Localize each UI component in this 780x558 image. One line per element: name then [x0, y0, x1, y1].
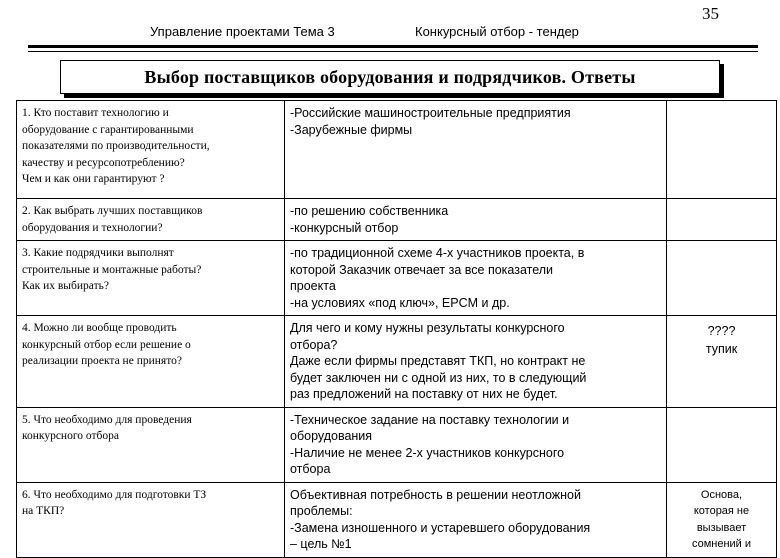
question-line: 5. Что необходимо для проведения — [22, 413, 192, 426]
question-line: оборудования и технологии? — [22, 221, 163, 234]
qa-table — [16, 100, 777, 558]
qa-table-body — [17, 101, 777, 558]
answer-cell — [285, 101, 667, 199]
question-line: 6. Что необходимо для подготовки ТЗ — [22, 488, 207, 501]
table-row — [17, 407, 777, 482]
answer-line: проблемы: — [290, 504, 353, 518]
note-line: сомнений и — [691, 538, 752, 550]
question-line: Чем и как они гарантируют ? — [22, 173, 165, 185]
question-line: реализации проекта не принято? — [22, 355, 182, 367]
question-line: конкурсного отбора — [22, 430, 119, 442]
note-cell — [667, 101, 777, 199]
question-line: оборудование с гарантированными — [22, 123, 194, 136]
note-cell — [667, 199, 777, 241]
question-line: 1. Кто поставит технологию и — [22, 107, 169, 119]
answer-line: – цель №1 — [290, 537, 352, 551]
note-line: ???? — [707, 324, 736, 338]
answer-cell — [285, 241, 667, 316]
header-rule-thin — [28, 51, 758, 52]
question-cell — [17, 316, 285, 408]
answer-line: -по решению собственника — [290, 204, 449, 218]
question-line: 3. Какие подрядчики выполнят — [22, 247, 174, 259]
question-line: строительные и монтажные работы? — [22, 263, 202, 276]
table-row — [17, 241, 777, 316]
slide-title: Выбор поставщиков оборудования и подрядчиков. Ответы — [60, 60, 720, 94]
note-line: вызывает — [696, 521, 747, 534]
question-line: Как их выбирать? — [22, 280, 109, 292]
answer-cell — [285, 407, 667, 482]
answer-line: -Российские машиностроительные предприятия — [290, 106, 571, 120]
answer-line: -Техническое задание на поставку технологии и — [290, 412, 570, 427]
answer-line: будет заключен ни с одной из них, то в следующий — [290, 370, 587, 385]
question-cell — [17, 199, 285, 241]
answer-line: проекта — [290, 279, 336, 293]
answer-line: оборудования — [290, 429, 373, 443]
question-line: конкурсный отбор если решение о — [22, 338, 191, 351]
answer-line: -по традиционной схеме 4-х участников проекта, в — [290, 246, 585, 260]
answer-line: -Замена изношенного и устаревшего оборудования — [290, 520, 591, 535]
header-rule-thick — [28, 45, 758, 48]
table-row — [17, 316, 777, 408]
answer-cell — [285, 199, 667, 241]
note-cell — [667, 407, 777, 482]
question-cell — [17, 241, 285, 316]
answer-line: Даже если фирмы представят ТКП, но контракт не — [290, 354, 586, 368]
question-cell — [17, 482, 285, 557]
note-line: Основа, — [700, 488, 743, 501]
note-cell — [667, 316, 777, 408]
answer-line: отбора? — [290, 337, 338, 352]
question-cell — [17, 101, 285, 199]
note-cell — [667, 482, 777, 557]
question-cell — [17, 407, 285, 482]
answer-line: отбора — [290, 462, 331, 476]
answer-line: которой Заказчик отвечает за все показатели — [290, 262, 554, 277]
answer-line: -Зарубежные фирмы — [290, 122, 413, 137]
answer-cell — [285, 316, 667, 408]
table-row — [17, 482, 777, 557]
answer-line: Объективная потребность в решении неотложной — [290, 487, 581, 502]
header-section: Конкурсный отбор - тендер — [415, 24, 579, 39]
answer-line: -конкурсный отбор — [290, 220, 399, 235]
page-number: 35 — [702, 4, 719, 23]
note-line: тупик — [705, 342, 738, 356]
header-topic: Управление проектами Тема 3 — [150, 24, 335, 39]
answer-line: -Наличие не менее 2-х участников конкурсного — [290, 445, 565, 460]
note-line: которая не — [693, 505, 750, 517]
answer-line: Для чего и кому нужны результаты конкурсного — [290, 321, 565, 335]
question-line: качеству и ресурсопотреблению? — [22, 156, 185, 169]
question-line: 4. Можно ли вообще проводить — [22, 322, 177, 334]
answer-line: раз предложений на поставку от них не будет. — [290, 387, 558, 401]
answer-line: -на условиях «под ключ», EPCM и др. — [290, 295, 510, 310]
table-row — [17, 199, 777, 241]
table-row — [17, 101, 777, 199]
answer-cell — [285, 482, 667, 557]
question-line: показателями по производительности, — [22, 140, 210, 152]
question-line: 2. Как выбрать лучших поставщиков — [22, 205, 203, 217]
note-cell — [667, 241, 777, 316]
question-line: на ТКП? — [22, 505, 65, 517]
